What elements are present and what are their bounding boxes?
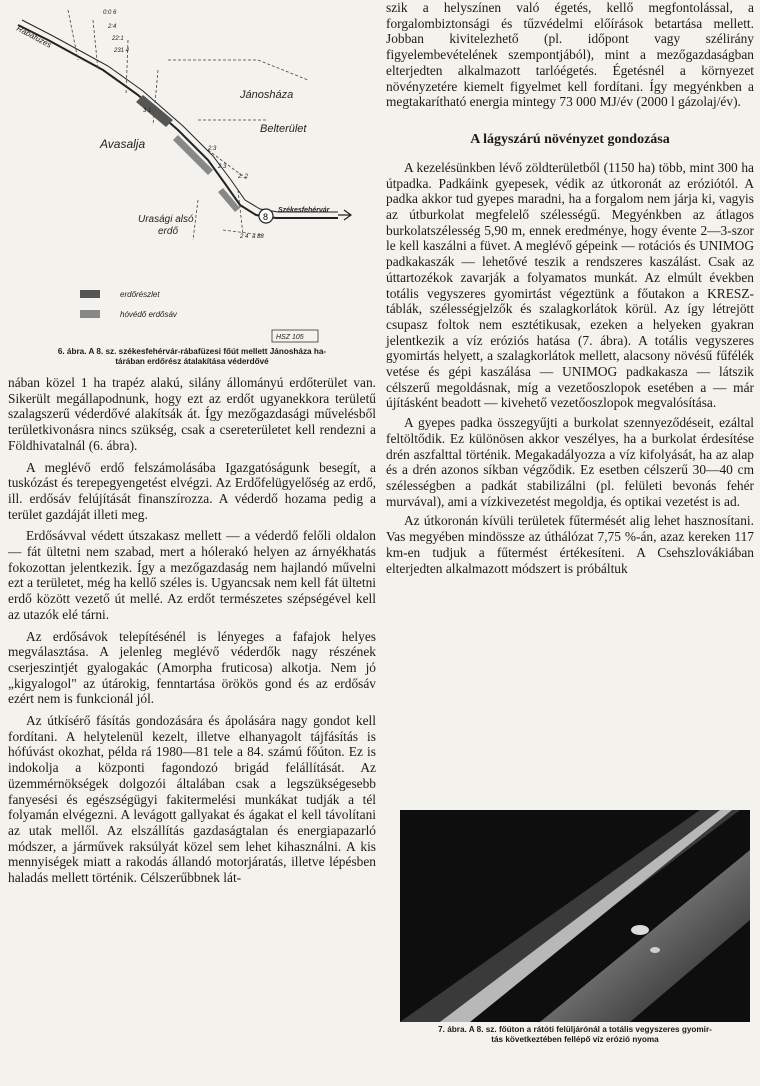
map-label-urasagi-2: erdő <box>158 226 179 237</box>
caption-line: tás következtében fellépő víz erózió nyoma <box>491 1035 659 1044</box>
figure-6-caption <box>8 347 376 367</box>
road-number: 8 <box>263 212 269 222</box>
parcel-number: 2:4 <box>108 24 117 30</box>
forest-parcel <box>136 95 173 127</box>
map-label-avasalja: Avasalja <box>100 137 146 151</box>
erosion-photo <box>400 810 750 1022</box>
map-label-belterulet: Belterület <box>260 123 307 135</box>
map-label-road: Rabafüzes <box>15 23 54 50</box>
parcel-number: 3 1 <box>143 108 152 114</box>
paragraph: A meglévő erdő felszámolásába Igazgatóságunk besegít, a tuskózást és terepegyengetést elvégzi. Az Erdőfelügyelőség az erdő, ill. erdősáv felújítását finanszírozza. A véderdő hozama pedig a terület gazdáját illeti meg. <box>8 459 376 522</box>
caption-line: 7. ábra. A 8. sz. főúton a rátóti felüljárónál a totális vegyszeres gyomir- <box>438 1025 712 1034</box>
paragraph: Erdősávval védett útszakasz mellett — a véderdő felőli oldalon — fát ültetni nem szabad, mert a hólerakó helyen az árnyékhatás fokozottan jelentkezik. Így a mezőgazdaság nem hajlandó művelni ezt a területet, még ha kellő széles is. Ugyancsak nem kell fát ültetni erdő között vezető út mellé. Az erdőt természetes szépségével kell az utazók elé tárni. <box>8 528 376 622</box>
figure-7-caption <box>396 1025 754 1045</box>
legend-label-strip: hóvédő erdősáv <box>120 310 177 319</box>
parcel-number: 2: 2 <box>238 174 249 180</box>
figure-6-map <box>8 0 376 346</box>
paragraph: nában közel 1 ha trapéz alakú, silány állományú erdőterület van. Sikerült megállapodnunk, hogy ezt az erdőt ugyanekkora területű szalagszerű véderdővé alakítsák át. Így mezőgazdasági művelésből területkivonásra nincs szükség, csak a csereterületet kell rendezni a Földhivatalnál (6. ábra). <box>8 375 376 453</box>
parcel-number: 2 4 <box>240 234 249 240</box>
paragraph: A kezelésünkben lévő zöldterületből (1150 ha) több, mint 300 ha útpadka. Padkáink gyepesek, védik az útkoronát az eróziótól. A padka akkor tud gyepes maradni, ha a forgalom nem járja ki, vagyis az útburkolat megfelelő szélességű. Megyénkben az átlagos burkolatszélesség 5,90 m, ennek eredménye, hogy évente 2—3-szor le kell kaszálni a füvet. A meglévő gépeink — rotációs és UNIMOG padkakaszák — lehetővé teszik a rendszeres kaszálást. Csak az úttartozékok zavarják a folyamatos munkát. Az elmúlt években totális vegyszeres gyomirtást végeztünk a főutakon a KRESZ-táblák, szélességjelzők és szalagkorlátok körül. Az így létrejött csupasz foltok nem esztétikusak, ezeken a helyeken gyakran jelentkezik a víz eróziós hatása (7. ábra). A totális vegyszeres gyomirtás helyett, a szalagkorlátok mellett, alacsony növésű fűfélék vetése és gépi kaszálása — UNIMOG padkakasza — látszik célszerű megoldásnak, míg a vezetőoszlopok esetében a — már újításként beadott — kivehető vezetőoszlopok megvalósítása. <box>386 159 754 411</box>
paragraph: szik a helyszínen való égetés, kellő megfontolással, a forgalombiztonsági és tűzvédelmi előírások betartása mellett. Jobban kivitelezhető (pl. időpont vagy szélirány figyelembevételének szempontjából), mint a mezőgazdaságban elterjedten alkalmazott tarlóégetés. Égetésnél a környezet növényzetére kiemelt figyelmet kell fordítani. Így megyénkben a megtakarítható energia mintegy 73 000 MJ/év (2000 l gázolaj/év). <box>386 0 754 110</box>
parcel-number: 231 4 <box>114 48 130 54</box>
protective-forest-strip <box>173 135 213 175</box>
paragraph: A gyepes padka összegyűjti a burkolat szennyeződéseit, ezáltal feltöltődik. Ez különösen akkor veszélyes, ha a burkolat érdesítése drén aszfalttal történik. Megakadályozza a víz kifolyását, ha az alap és a drén azonos síkban végződik. Ez esetben célszerű 30—40 cm szélességben a padkát stabilizálni (pl. felületi bevonás fehér murvával), ami a vízkivezetést megoldja, és optikai vezetést is ad. <box>386 415 754 509</box>
map-stamp: HSZ 105 <box>276 334 304 341</box>
map-label-road-end: Székesfehérvár <box>278 207 330 214</box>
paragraph: Az útkísérő fásítás gondozására és ápolására nagy gondot kell fordítani. A helytelenül kezelt, illetve elhanyagolt tájfásítás is hófúvást okozhat, példa rá 1980—81 tele a 84. számú főúton. Ez is indokolja a központi fagondozó brigád felállítását. Az üzemmérnökségek dolgozói általában csak a legszükségesebb fanyesési és egészségügyi fakitermelési munkákat tudják a tél folyamán elvégezni. A levágott gallyakat és ágakat el kell távolítani az utak mellől. Az elszállítás gazdaságtalan és energiapazarló módszer, a járművek raksúlyát közel sem lehet kihasználni. A kis mennyiségek miatt a rakodás állandó motorjáratás, illetve lépésben haladás mellett történik. Célszerűbbnek lát- <box>8 713 376 886</box>
right-body-text <box>386 0 754 580</box>
caption-line: 6. ábra. A 8. sz. székesfehérvár-rábafüzesi főút mellett Jánosháza ha- <box>57 347 327 356</box>
parcel-number: 2:3 <box>208 146 217 152</box>
caption-line: tárában erdőrész átalakítása véderdővé <box>115 357 269 366</box>
parcel-number: 0:0 6 <box>103 10 117 16</box>
parcel-number: 22:1 <box>112 36 124 42</box>
figure-7-photo <box>400 810 750 1022</box>
parcel-number: 2 3 <box>218 164 227 170</box>
legend-label-forest: erdőrészlet <box>120 290 160 299</box>
legend-swatch-forest <box>80 290 100 298</box>
road-arrow-icon <box>338 210 351 220</box>
map-road-edge <box>22 20 338 212</box>
legend-swatch-strip <box>80 310 100 318</box>
section-heading: A lágyszárú növényzet gondozása <box>470 131 670 147</box>
paragraph: Az útkoronán kívüli területek fűtermését alig lehet hasznosítani. Vas megyében mindössze az úthálózat 7,75 %-án, azaz kereken 117 km-en tudjuk a fűtermést értékesíteni. A Csehszlovákiában elterjedten alkalmazott módszert is próbáltuk <box>386 513 754 576</box>
map-label-janoshaza: Jánosháza <box>240 89 294 101</box>
map-label-urasagi-1: Urasági alsó <box>138 214 194 225</box>
paragraph: Az erdősávok telepítésénél is lényeges a fafajok helyes megválasztása. A jelenleg meglévő véderdők nagy részének cserjeszintjét gyalogakác (Amorpha fruticosa) alkotja. Nem jó „kigyalogol" az útárokig, fenntartása örökös gond és az erdősáv ezért nem is funkcionál jól. <box>8 628 376 707</box>
left-body-text <box>8 375 376 892</box>
parcel-number: a 88 <box>252 234 264 240</box>
